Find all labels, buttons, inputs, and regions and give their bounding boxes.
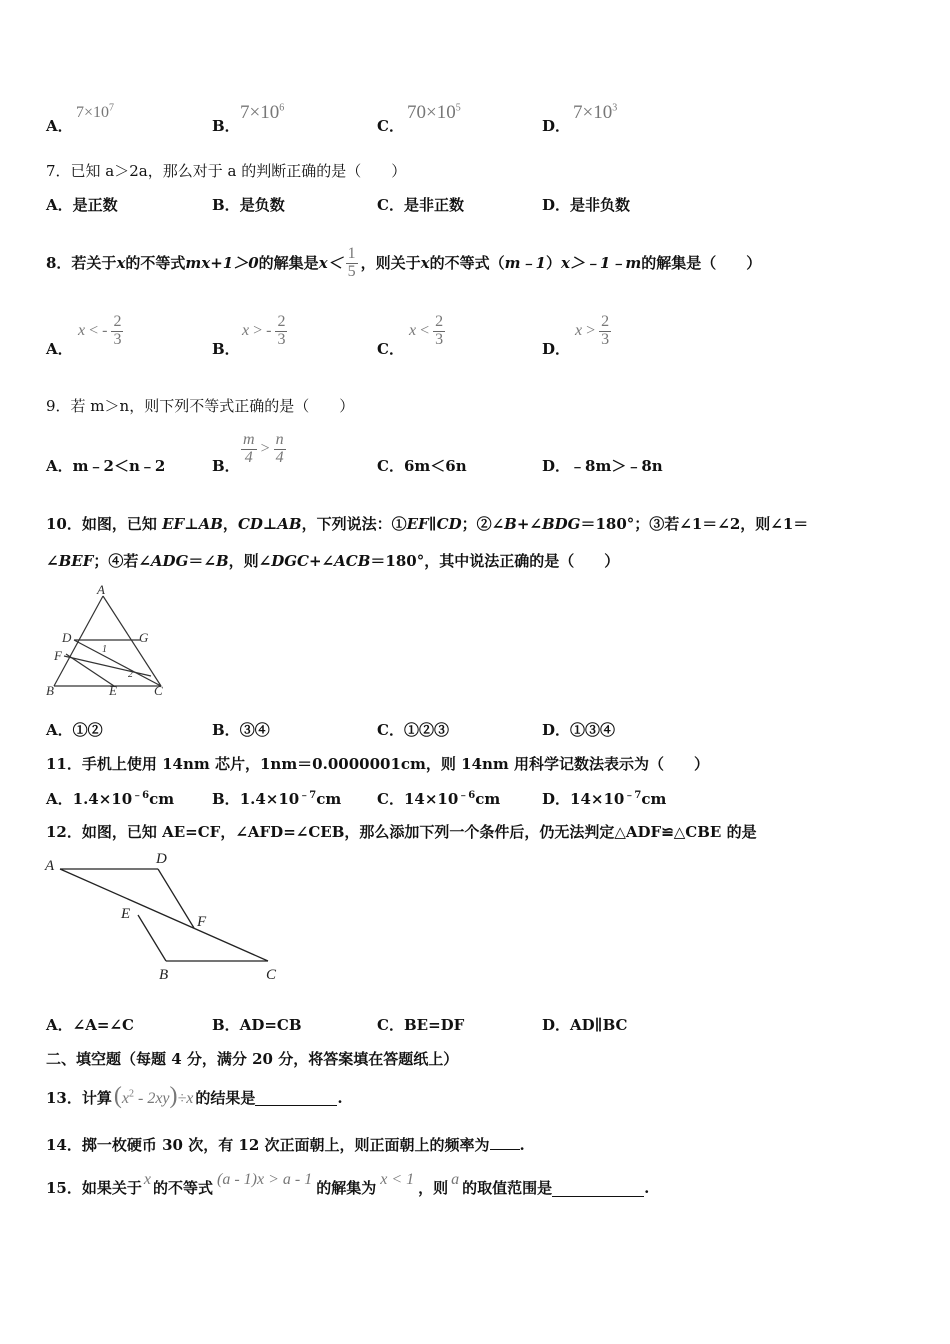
denominator: 3 — [601, 330, 610, 348]
numerator: n — [275, 431, 284, 448]
q11-option-c[interactable] — [377, 789, 500, 809]
side-eb — [138, 915, 166, 961]
q8-option-a[interactable] — [46, 339, 73, 359]
text: 的取值范围是 — [462, 1179, 553, 1197]
exp: 3 — [612, 102, 618, 114]
q10-stem-line1 — [46, 514, 808, 534]
option-label: C． — [377, 196, 404, 214]
relation: > — [260, 440, 270, 458]
var: x — [242, 322, 250, 340]
inequality: x＞﹣1﹣m — [560, 254, 642, 272]
q11-option-d[interactable] — [542, 789, 666, 809]
relation: > - — [253, 322, 272, 340]
text: 13．计算 — [46, 1088, 112, 1107]
label-d: D — [62, 630, 72, 645]
coef: 70 — [407, 102, 426, 123]
text: ；④若∠ — [93, 552, 151, 570]
label-f: F — [197, 914, 207, 930]
answer-blank[interactable] — [490, 1133, 520, 1150]
q8-option-a-value — [78, 314, 123, 349]
q12-figure — [42, 848, 287, 988]
option-label: B． — [212, 196, 240, 214]
option-label: D． — [542, 340, 571, 358]
q8-option-b[interactable] — [212, 339, 240, 359]
q12-option-c[interactable] — [377, 1015, 464, 1035]
q10-figure — [44, 582, 174, 700]
text: ＝∠ — [188, 552, 216, 570]
text: 的不等式（ — [429, 254, 505, 272]
q10-option-d[interactable] — [542, 720, 615, 740]
times: ×10 — [249, 102, 280, 123]
q9-option-c[interactable] — [377, 456, 467, 476]
var-a: a — [451, 1171, 460, 1188]
option-text: BE=DF — [403, 1016, 465, 1034]
fraction — [599, 314, 611, 349]
coef: 7 — [573, 102, 583, 123]
option-text: ③④ — [239, 721, 270, 739]
exp: ﹣7 — [624, 790, 642, 801]
q8-option-c-value — [409, 314, 445, 349]
option-text: 6m＜6n — [403, 457, 467, 475]
q6-option-c[interactable] — [377, 116, 404, 136]
label-c: C — [266, 967, 277, 983]
option-label: C． — [377, 117, 404, 135]
q8-option-d[interactable] — [542, 339, 570, 359]
option-label: D． — [542, 1016, 571, 1034]
fraction — [346, 246, 358, 281]
answer-blank[interactable] — [552, 1180, 644, 1197]
unit: cm — [475, 790, 501, 808]
option-text: 是负数 — [239, 196, 285, 214]
fraction — [433, 314, 445, 349]
q6-option-c-value — [407, 102, 461, 124]
q6-option-a[interactable] — [46, 116, 73, 136]
q11-option-a[interactable] — [46, 789, 174, 809]
times: ×10 — [84, 104, 110, 121]
option-text: 是非正数 — [403, 196, 464, 214]
option-text: AD∥BC — [570, 1016, 628, 1034]
text: ） — [545, 254, 561, 272]
q7-option-b[interactable] — [212, 195, 285, 215]
option-label: D． — [542, 721, 571, 739]
q8-stem — [46, 232, 761, 294]
q12-option-d[interactable] — [542, 1015, 628, 1035]
denominator: 5 — [347, 262, 356, 280]
option-label: C． — [377, 721, 404, 739]
q14 — [46, 1133, 525, 1155]
option-text: 是非负数 — [570, 196, 631, 214]
expr: CD⊥AB — [237, 515, 302, 533]
label-f: F — [54, 648, 62, 663]
option-label: A． — [46, 790, 73, 808]
exp: ﹣6 — [132, 790, 150, 801]
option-label: A． — [46, 340, 73, 358]
option-label: B． — [212, 1016, 240, 1034]
text: 10．如图，已知 — [46, 515, 163, 533]
option-label: A． — [46, 721, 73, 739]
expr: EF∥CD — [406, 515, 462, 533]
q10-stem-line2 — [46, 551, 619, 571]
relation: < — [420, 322, 430, 340]
q7-option-c[interactable] — [377, 195, 464, 215]
unit: cm — [316, 790, 342, 808]
q9-option-a[interactable] — [46, 456, 165, 476]
var: x — [78, 322, 86, 340]
q12-option-a[interactable] — [46, 1015, 134, 1035]
segment-fe — [66, 654, 114, 686]
exp: ﹣7 — [299, 790, 317, 801]
denominator: 4 — [244, 448, 253, 466]
less-than: x＜ — [318, 254, 343, 272]
label-d: D — [156, 851, 167, 867]
text: 的结果是 — [195, 1088, 256, 1107]
q6-option-d[interactable] — [542, 116, 570, 136]
q9-option-b-value — [241, 432, 286, 467]
base: 14×10 — [403, 790, 459, 808]
label-angle-2: 2 — [128, 669, 133, 680]
label-angle-1: 1 — [102, 644, 107, 655]
numerator: 1 — [347, 244, 356, 262]
q8-option-d-value — [575, 314, 611, 349]
option-label: D． — [542, 196, 571, 214]
paren-open: ( — [113, 1083, 122, 1109]
unit: cm — [149, 790, 175, 808]
fraction — [111, 314, 123, 349]
denominator: 3 — [113, 330, 122, 348]
var: x — [575, 322, 583, 340]
text: . — [644, 1179, 650, 1197]
exp: 5 — [455, 102, 461, 114]
text: 的解集是 — [258, 254, 319, 272]
text: ，则 — [418, 1179, 449, 1197]
expr: EF⊥AB — [162, 515, 223, 533]
base: 14×10 — [570, 790, 625, 808]
label-a: A — [97, 582, 105, 597]
var-x: x — [116, 254, 126, 272]
exp: ﹣6 — [458, 790, 476, 801]
label-a: A — [45, 858, 55, 874]
segment-extra — [64, 656, 151, 676]
text: 8．若关于 — [46, 254, 117, 272]
label-g: G — [139, 630, 149, 645]
section-2-heading: 二、填空题（每题 4 分，满分 20 分，将答案填在答题纸上） — [46, 1050, 459, 1068]
option-text: ∠A=∠C — [72, 1016, 134, 1034]
denominator: 3 — [277, 330, 286, 348]
option-text: 是正数 — [72, 196, 118, 214]
base: 1.4×10 — [239, 790, 300, 808]
unit: cm — [641, 790, 667, 808]
fraction — [275, 314, 287, 349]
text: 的解集为 — [316, 1179, 377, 1197]
exp: 6 — [279, 102, 285, 114]
segment-dc — [74, 640, 161, 686]
inequality: (a - 1)x > a - 1 — [217, 1171, 313, 1188]
q6-option-b-value — [240, 102, 284, 124]
q12-stem: 12．如图，已知 AE=CF，∠AFD=∠CEB，那么添加下列一个条件后，仍无法判定△ADF≌△CBE 的是 — [46, 823, 757, 841]
exp: 2 — [128, 1088, 134, 1100]
expr: B — [215, 552, 229, 570]
q8-option-c[interactable] — [377, 339, 404, 359]
option-label: D． — [542, 117, 571, 135]
option-label: A． — [46, 457, 73, 475]
times: ×10 — [582, 102, 613, 123]
option-label: B． — [212, 721, 240, 739]
numerator: m — [243, 431, 255, 448]
fraction-m — [241, 432, 257, 467]
option-text: AD=CB — [239, 1016, 302, 1034]
inequality: mx+1＞0 — [185, 254, 259, 272]
answer-blank[interactable] — [255, 1089, 337, 1106]
q6-option-d-value — [573, 102, 617, 124]
q15 — [46, 1170, 649, 1206]
text: ，则∠ — [228, 552, 272, 570]
expression: m﹣1 — [504, 254, 546, 272]
q12-figure-lines — [60, 869, 268, 961]
q8-option-b-value — [242, 314, 287, 349]
q7-option-a[interactable] — [46, 195, 118, 215]
q7-option-d[interactable] — [542, 195, 630, 215]
text: 14．掷一枚硬币 30 次，有 12 次正面朝上，则正面朝上的频率为 — [46, 1136, 490, 1154]
text: 的不等式 — [125, 254, 186, 272]
expr: BEF — [58, 552, 94, 570]
side-df — [158, 869, 194, 928]
text: ，则关于 — [360, 254, 421, 272]
option-label: A． — [46, 196, 73, 214]
diagonal-ac — [60, 869, 268, 961]
option-label: B． — [212, 457, 240, 475]
text: ，下列说法：① — [301, 515, 407, 533]
q11-option-b[interactable] — [212, 789, 341, 809]
q13-expression — [114, 1078, 194, 1117]
option-label: C． — [377, 457, 404, 475]
divide: ÷x — [177, 1090, 194, 1107]
q6-option-b[interactable] — [212, 116, 240, 136]
q10-option-b[interactable] — [212, 720, 270, 740]
var: x — [409, 322, 417, 340]
option-label: B． — [212, 117, 240, 135]
option-text: ①②③ — [403, 721, 449, 739]
var-x: x — [143, 1171, 151, 1188]
option-label: A． — [46, 117, 73, 135]
numerator: 2 — [277, 313, 286, 330]
option-label: C． — [377, 790, 404, 808]
var: x — [121, 1090, 129, 1107]
option-label: D． — [542, 457, 571, 475]
q9-stem: 9．若 m＞n，则下列不等式正确的是（ ） — [46, 397, 355, 415]
text: ＝180°；③若∠1＝∠2，则∠1＝ — [580, 515, 809, 533]
q11-stem: 11．手机上使用 14nm 芯片，1nm＝0.0000001cm，则 14nm 用科学记数法表示为（ ） — [46, 755, 710, 773]
q6-option-a-value — [76, 104, 114, 122]
text: . — [519, 1136, 525, 1154]
option-text: ①② — [72, 721, 103, 739]
option-label: C． — [377, 340, 404, 358]
denominator: 4 — [275, 448, 284, 466]
times: ×10 — [426, 102, 456, 123]
option-label: B． — [212, 790, 240, 808]
label-b: B — [46, 683, 54, 698]
option-text: m﹣2＜n﹣2 — [72, 457, 166, 475]
option-label: C． — [377, 1016, 404, 1034]
relation: < - — [89, 322, 108, 340]
var-x: x — [420, 254, 430, 272]
paren-close: ) — [169, 1083, 178, 1109]
numerator: 2 — [435, 313, 444, 330]
option-text: ①③④ — [570, 721, 616, 739]
label-e: E — [109, 683, 117, 698]
base: 1.4×10 — [72, 790, 133, 808]
exp: 7 — [109, 102, 115, 114]
denominator: 3 — [435, 330, 444, 348]
numerator: 2 — [601, 313, 610, 330]
q9-option-b[interactable] — [212, 456, 240, 476]
fraction-n — [274, 432, 286, 467]
expr: ADG — [150, 552, 189, 570]
text: 15．如果关于 — [46, 1179, 142, 1197]
option-label: D． — [542, 790, 571, 808]
solution: x < 1 — [380, 1171, 415, 1188]
q12-option-b[interactable] — [212, 1015, 302, 1035]
q10-option-c[interactable] — [377, 720, 449, 740]
option-label: B． — [212, 340, 240, 358]
q9-option-d[interactable] — [542, 456, 663, 476]
option-text: ﹣8m＞﹣8n — [570, 457, 663, 475]
text: ；②∠ — [461, 515, 505, 533]
expr: DGC+∠ACB — [271, 552, 371, 570]
label-e: E — [121, 906, 131, 922]
q13 — [46, 1078, 343, 1117]
coef: 7 — [240, 102, 250, 123]
numerator: 2 — [113, 313, 122, 330]
text: 的解集是（ ） — [641, 254, 762, 272]
relation: > — [586, 322, 596, 340]
text: ＝180°，其中说法正确的是（ ） — [370, 552, 620, 570]
q7-stem: 7．已知 a＞2a，那么对于 a 的判断正确的是（ ） — [46, 162, 407, 180]
text: ， — [222, 515, 238, 533]
label-b: B — [159, 967, 169, 983]
text: ∠ — [46, 552, 59, 570]
option-label: A． — [46, 1016, 73, 1034]
expr: B+∠BDG — [504, 515, 581, 533]
label-c: C — [154, 683, 163, 698]
term: - 2xy — [133, 1090, 170, 1107]
q10-option-a[interactable] — [46, 720, 103, 740]
text: . — [337, 1088, 343, 1107]
text: 的不等式 — [152, 1179, 213, 1197]
coef: 7 — [76, 104, 84, 121]
